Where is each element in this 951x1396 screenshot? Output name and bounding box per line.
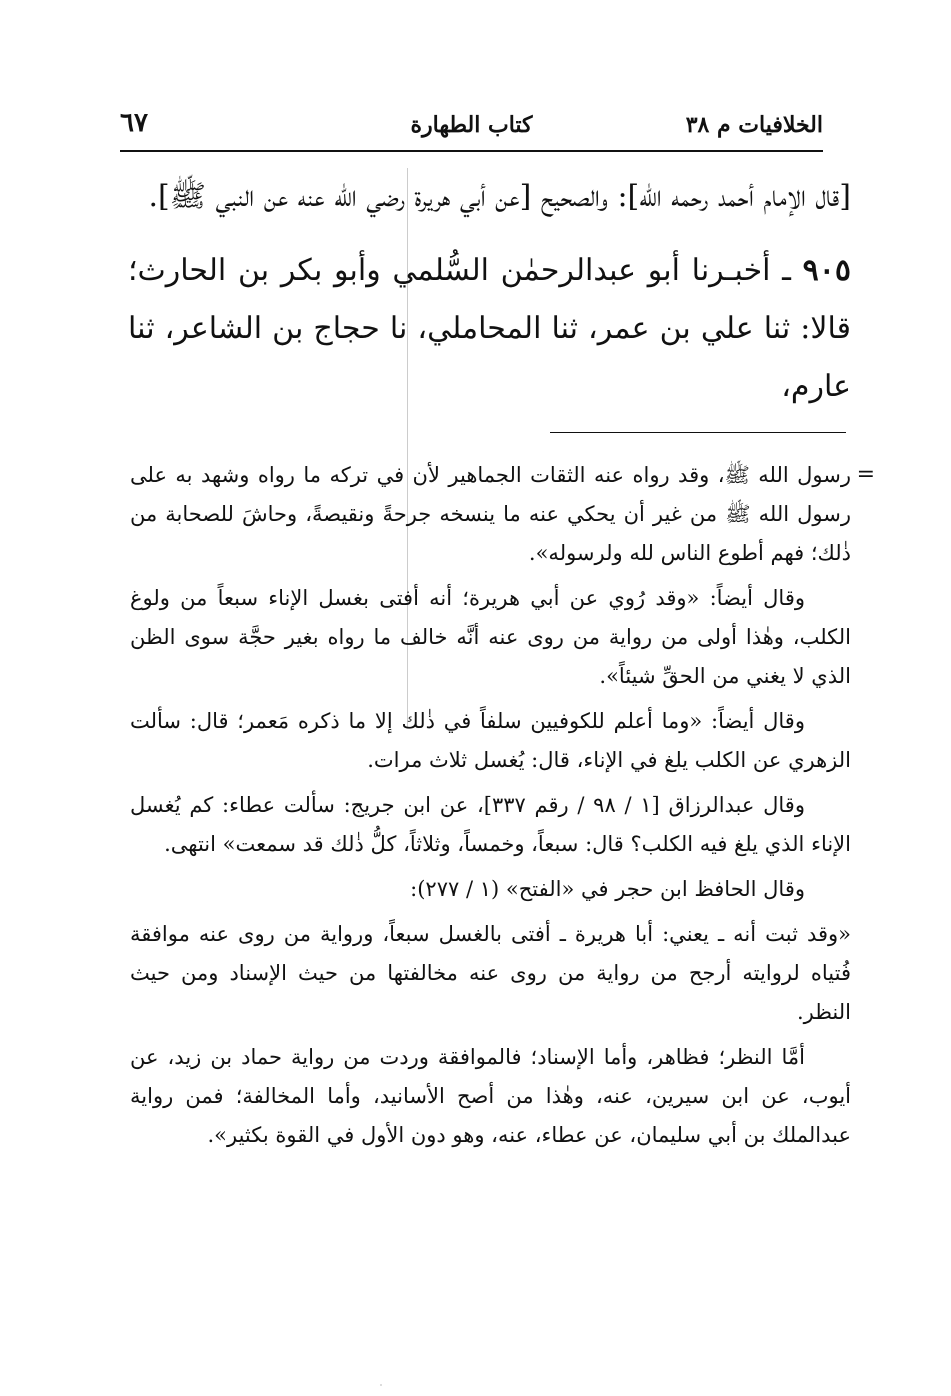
footnote-paragraph: وقال أيضاً: «وقد رُوي عن أبي هريرة؛ أنه أفتى بغسل الإناء سبعاً من ولوغ الكلب، وهٰذا أولى من رواية من روى عنه أنَّه خالف ما رواه بغير حجَّة سوى الظن الذي لا يغني من الحقِّ شيئاً». [130,586,851,688]
footnote-paragraph: وقال أيضاً: «وما أعلم للكوفيين سلفاً في ذٰلك إلا ما ذكره مَعمر؛ قال: سألت الزهري عن الكلب يلغ في الإناء، قال: يُغسل ثلاث مرات. [130,709,851,772]
scan-speck [380,1384,382,1386]
main-paragraph: [قال الإمام أحمد رحمه الله]: والصحيح [عن أبي هريرة رضي الله عنه عن النبي ﷺ]. [148,179,851,214]
footnote-paragraph: أمَّا النظر؛ فظاهر، وأما الإسناد؛ فالموافقة وردت من رواية حماد بن زيد، عن أيوب، عن ابن سيرين، عنه، وهٰذا من أصح الأسانيد، وأما المخالفة؛ فمن رواية عبدالملك بن أبي سليمان، عن عطاء، عنه، وهو دون الأول في القوة بكثير». [130,1045,851,1147]
footnote-paragraph: وقال عبدالرزاق [١ / ٩٨ / رقم ٣٣٧]، عن ابن جريج: سألت عطاء: كم يُغسل الإناء الذي يلغ فيه الكلب؟ قال: سبعاً، وخمساً، وثلاثاً، كلُّ ذٰلك قد سمعت» انتهى. [130,793,851,856]
running-title: كتاب الطهارة [410,112,533,138]
hadith-number: ٩٠٥ [802,253,851,288]
footnote-paragraph: رسول الله ﷺ، وقد رواه عنه الثقات الجماهير لأن في تركه ما رواه وشهد به على رسول الله ﷺ من غير أن يحكي عنه ما ينسخه جرحةً ونقيصةً، وحاشَ للصحابة من ذٰلك؛ فهم أطوع الناس لله ولرسوله». [130,463,851,565]
signature-mark: الخلافيات م ٣٨ [685,112,823,138]
footnote-paragraph: «وقد ثبت أنه ـ يعني: أبا هريرة ـ أفتى بالغسل سبعاً، ورواية من روى عنه موافقة فُتياه لروايته أرجح من رواية من روى عنه مخالفتها من حيث الإسناد ومن حيث النظر. [130,922,851,1024]
footnote-continuation-mark: = [856,462,875,487]
footnote-rule [550,432,846,433]
page-header [120,104,823,148]
footnotes [130,456,851,1161]
footnote-paragraph: وقال الحافظ ابن حجر في «الفتح» (١ / ٢٧٧): [410,877,805,901]
header-rule [120,150,823,152]
main-text [128,168,851,416]
hadith-paragraph [128,242,851,416]
hadith-text: ـ أخبـرنا أبو عبدالرحمٰن السُّلمي وأبو بكر بن الحارث؛ قالا: ثنا علي بن عمر، ثنا المحاملي، نا حجاج بن الشاعر، ثنا عارم، [128,253,851,404]
page-number: ٦٧ [120,108,148,138]
